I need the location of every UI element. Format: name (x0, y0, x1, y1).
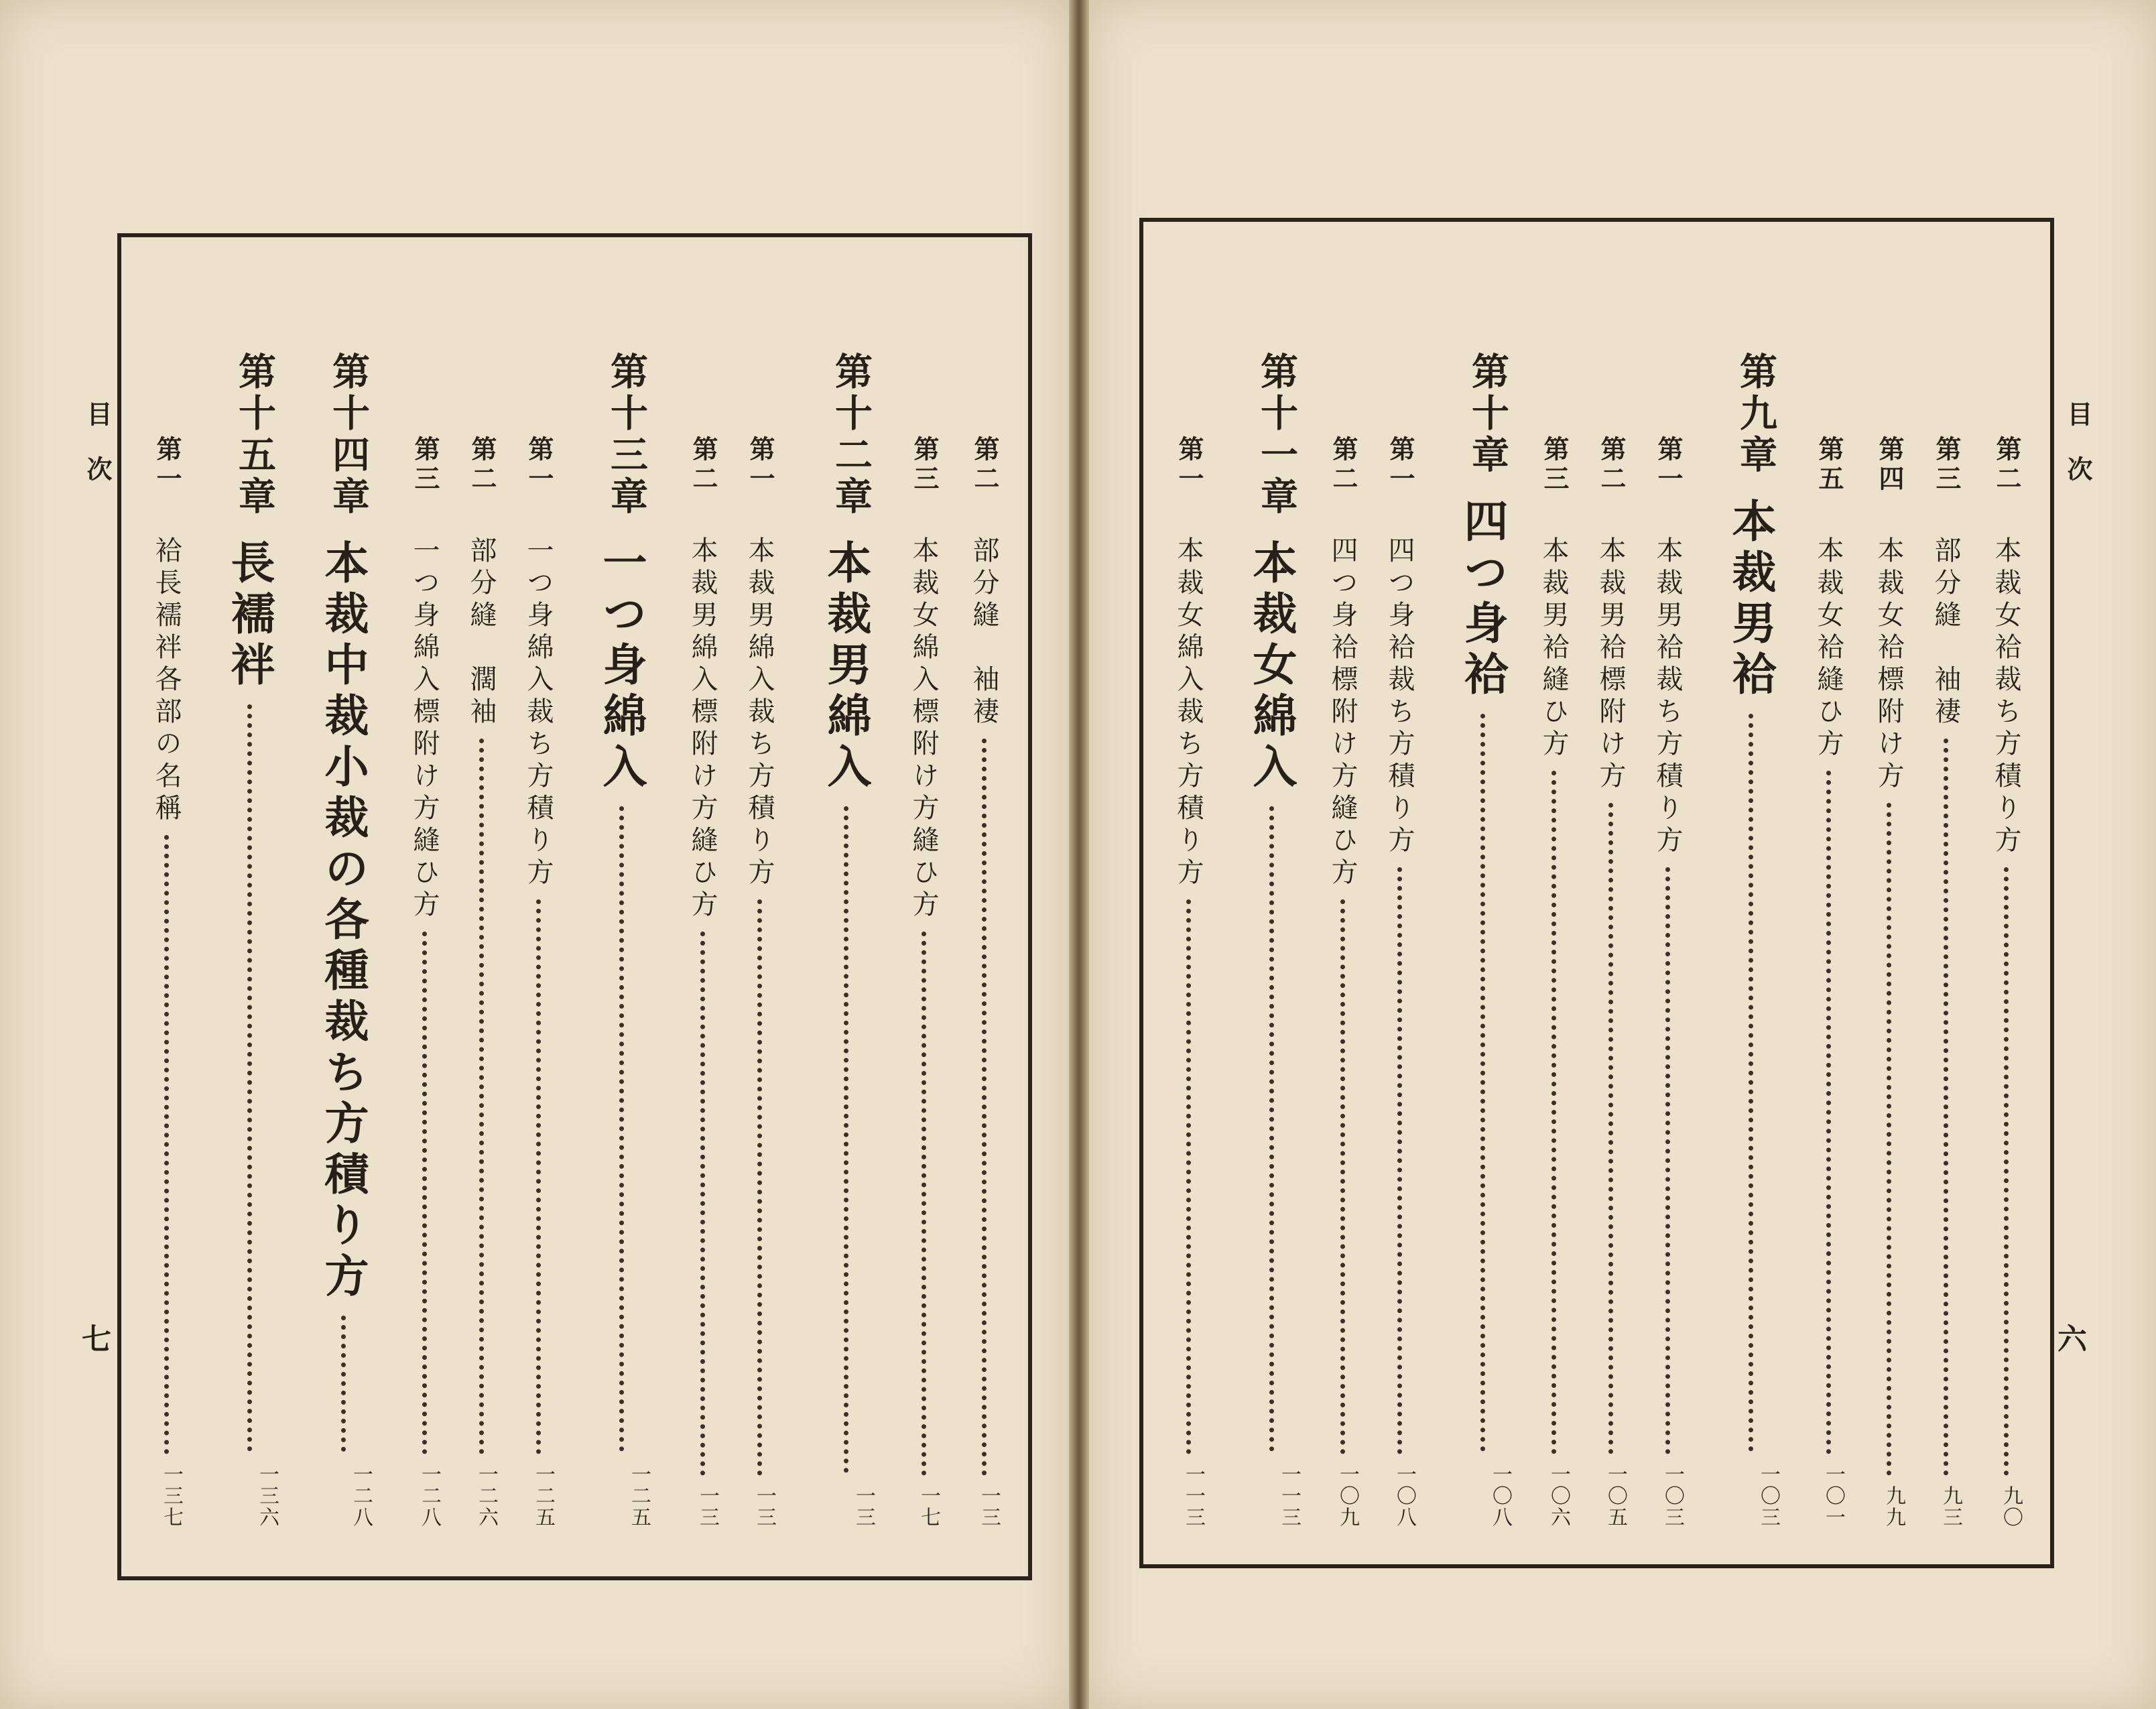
dot-leader (844, 806, 848, 1473)
dot-leader (619, 806, 624, 1452)
entry-page-number: 一〇九 (1336, 1464, 1359, 1528)
chapter-title: 一つ身綿入 (595, 540, 647, 794)
dot-leader (2004, 867, 2009, 1476)
entry-title: 本裁男綿入標附け方縫ひ方 (687, 536, 718, 922)
toc-chapter (218, 352, 281, 1528)
chapter-title: 本裁中裁小裁の各種裁ち方積り方 (317, 540, 369, 1304)
chapter-title: 四つ身袷 (1456, 498, 1509, 702)
right-folio: 六 (2057, 1322, 2087, 1356)
entry-page-number: 一七 (917, 1485, 940, 1528)
dot-leader (1186, 899, 1191, 1454)
chapter-title: 本裁女綿入 (1245, 540, 1297, 794)
entry-number: 第一 (524, 436, 554, 495)
toc-entry (1927, 436, 1965, 1528)
dot-leader (1944, 739, 1948, 1476)
toc-entry (1592, 436, 1630, 1528)
entry-page-number: 一〇一 (1822, 1464, 1845, 1528)
dot-leader (757, 899, 762, 1476)
toc-entry (147, 436, 186, 1528)
toc-entry (1987, 436, 2025, 1528)
dot-leader (1826, 771, 1831, 1454)
entry-page-number: 一〇五 (1604, 1464, 1627, 1528)
chapter-title: 本裁男袷 (1724, 498, 1777, 702)
chapter-title: 本裁男綿入 (820, 540, 872, 794)
entry-title: 袷長襦袢各部の名稱 (151, 536, 182, 826)
entry-page-number: 九〇 (1999, 1485, 2023, 1528)
entry-page-number: 一三 (696, 1485, 719, 1528)
chapter-number: 第十章 (1466, 352, 1510, 477)
dot-leader (1269, 806, 1274, 1452)
chapter-number: 第十一章 (1255, 352, 1299, 518)
entry-title: 四つ身袷標附け方縫ひ方 (1327, 536, 1358, 890)
toc-chapter (1451, 352, 1515, 1528)
left-running-head: 目次 (82, 401, 113, 511)
toc-entry (1870, 436, 1908, 1528)
dot-leader (1749, 714, 1753, 1452)
toc-entry (1535, 436, 1573, 1528)
dot-leader (422, 932, 427, 1454)
entry-page-number: 一二六 (474, 1464, 498, 1528)
entry-number: 第二 (1992, 436, 2022, 495)
toc-entry (462, 436, 501, 1528)
toc-chapter (814, 352, 878, 1528)
toc-chapter (590, 352, 653, 1528)
entry-page-number: 一〇三 (1661, 1464, 1684, 1528)
entry-number: 第一 (152, 436, 182, 495)
dot-leader (1551, 771, 1556, 1454)
dot-leader (1397, 867, 1402, 1454)
toc-chapter (1719, 352, 1783, 1528)
entry-title: 一つ身綿入標附け方縫ひ方 (409, 536, 440, 922)
entry-number: 第二 (688, 436, 718, 495)
chapter-number: 第十五章 (233, 352, 277, 518)
toc-entry (1169, 436, 1208, 1528)
entry-number: 第三 (1931, 436, 1962, 495)
chapter-page-number: 一〇三 (1757, 1464, 1780, 1528)
entry-page-number: 一三 (977, 1485, 1001, 1528)
toc-entry (519, 436, 558, 1528)
entry-title: 部分縫 濶袖 (466, 536, 497, 729)
toc-entry (905, 436, 943, 1528)
toc-entry (1381, 436, 1419, 1528)
right-running-head: 目次 (2063, 401, 2093, 511)
dot-leader (341, 1316, 346, 1452)
dot-leader (1480, 714, 1485, 1452)
dot-leader (247, 704, 252, 1452)
toc-entry (405, 436, 444, 1528)
book-gutter (1069, 0, 1089, 1709)
entry-title: 本裁男綿入裁ち方積り方 (744, 536, 775, 890)
entry-title: 本裁男袷標附け方 (1595, 536, 1626, 794)
chapter-page-number: 一二五 (627, 1464, 651, 1528)
entry-title: 一つ身綿入裁ち方積り方 (523, 536, 554, 890)
dot-leader (1665, 867, 1670, 1454)
entry-number: 第二 (1596, 436, 1627, 495)
entry-page-number: 一〇八 (1393, 1464, 1416, 1528)
entry-title: 部分縫 袖褄 (1930, 536, 1961, 729)
dot-leader (1340, 899, 1345, 1454)
toc-chapter (312, 352, 375, 1528)
entry-number: 第三 (909, 436, 940, 495)
dot-leader (1608, 803, 1613, 1454)
chapter-page-number: 一二八 (349, 1464, 373, 1528)
entry-number: 第五 (1814, 436, 1844, 495)
entry-title: 本裁女袷標附け方 (1873, 536, 1904, 794)
entry-title: 本裁男袷縫ひ方 (1538, 536, 1569, 761)
entry-number: 第一 (745, 436, 775, 495)
dot-leader (479, 739, 484, 1454)
toc-chapter (1240, 352, 1304, 1528)
dot-leader (1887, 803, 1891, 1476)
chapter-title: 長襦袢 (223, 540, 275, 692)
entry-page-number: 九九 (1882, 1485, 1905, 1528)
dot-leader (164, 835, 169, 1454)
entry-number: 第一 (1653, 436, 1684, 495)
entry-number: 第二 (467, 436, 497, 495)
entry-number: 第一 (1174, 436, 1204, 495)
entry-page-number: 一二八 (418, 1464, 441, 1528)
toc-entry (965, 436, 1003, 1528)
toc-entry (1649, 436, 1687, 1528)
chapter-number: 第十二章 (829, 352, 873, 518)
dot-leader (700, 932, 705, 1476)
entry-title: 本裁女綿入裁ち方積り方 (1173, 536, 1204, 890)
toc-entry (1324, 436, 1362, 1528)
entry-title: 部分縫 袖褄 (968, 536, 999, 729)
entry-number: 第二 (1328, 436, 1358, 495)
dot-leader (922, 932, 926, 1476)
entry-number: 第三 (1539, 436, 1570, 495)
chapter-page-number: 一三六 (255, 1464, 279, 1528)
toc-entry (1810, 436, 1848, 1528)
entry-page-number: 一三 (753, 1485, 776, 1528)
dot-leader (536, 899, 541, 1454)
entry-title: 本裁男袷裁ち方積り方 (1652, 536, 1683, 858)
entry-page-number: 一〇六 (1547, 1464, 1570, 1528)
chapter-page-number: 一三 (852, 1485, 875, 1528)
chapter-number: 第十四章 (326, 352, 371, 518)
chapter-page-number: 一〇八 (1488, 1464, 1512, 1528)
entry-page-number: 一一三 (1182, 1464, 1205, 1528)
left-page (0, 0, 1069, 1709)
entry-title: 本裁女綿入標附け方縫ひ方 (908, 536, 939, 922)
entry-number: 第三 (410, 436, 440, 495)
chapter-number: 第九章 (1734, 352, 1778, 477)
toc-entry (741, 436, 779, 1528)
chapter-page-number: 一一三 (1277, 1464, 1301, 1528)
entry-title: 四つ身袷裁ち方積り方 (1384, 536, 1415, 858)
entry-number: 第二 (970, 436, 1000, 495)
toc-entry (684, 436, 722, 1528)
chapter-number: 第十三章 (605, 352, 649, 518)
entry-page-number: 九三 (1939, 1485, 1962, 1528)
left-folio: 七 (82, 1322, 111, 1356)
entry-title: 本裁女袷縫ひ方 (1813, 536, 1844, 761)
entry-number: 第四 (1875, 436, 1905, 495)
entry-title: 本裁女袷裁ち方積り方 (1990, 536, 2021, 858)
dot-leader (982, 739, 987, 1476)
entry-page-number: 一三七 (160, 1464, 183, 1528)
entry-number: 第一 (1385, 436, 1415, 495)
entry-page-number: 一二五 (531, 1464, 555, 1528)
